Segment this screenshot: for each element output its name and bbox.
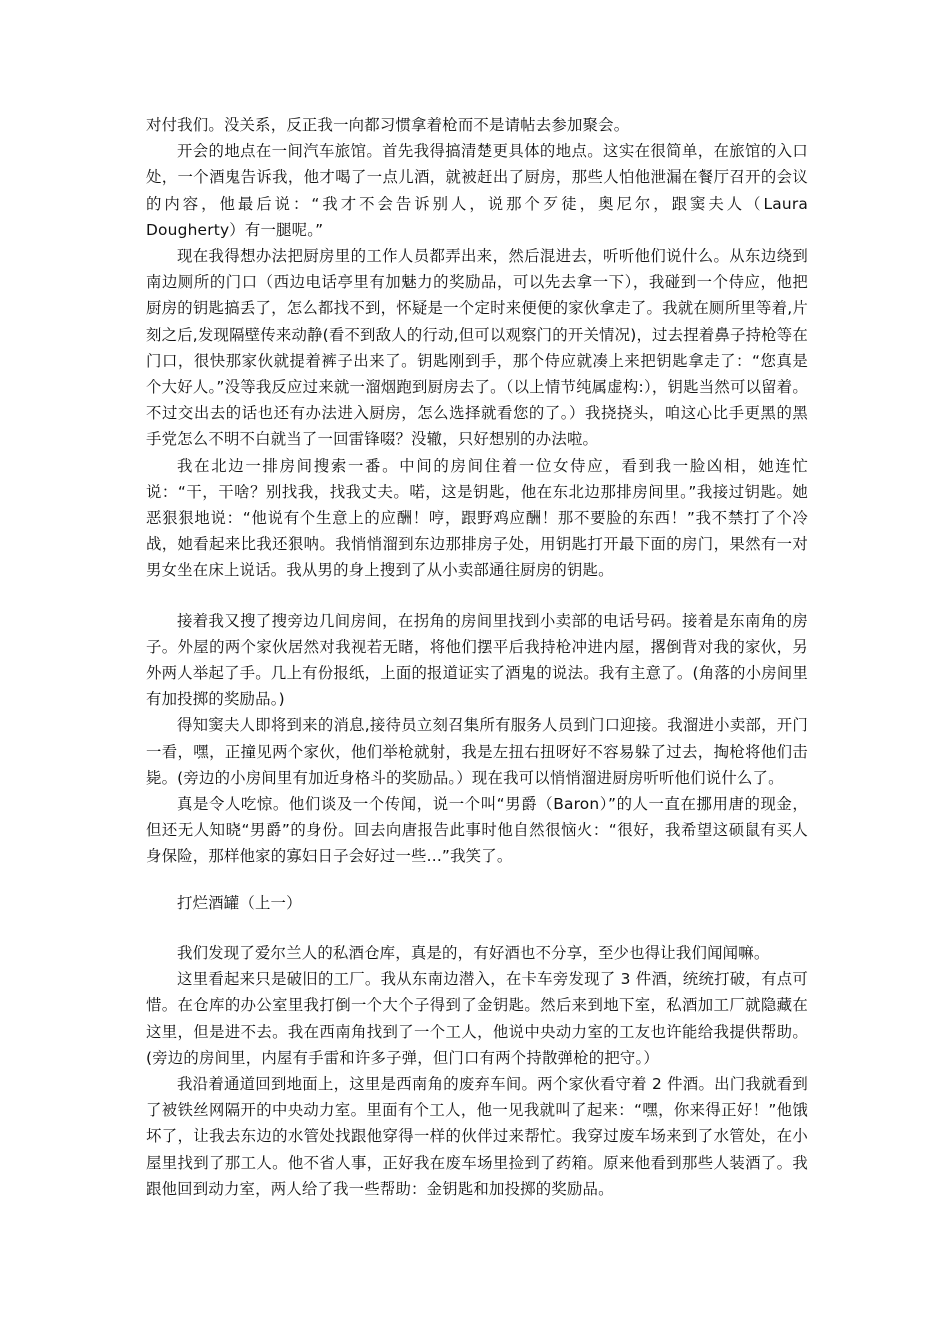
section-title: 打烂酒罐（上一） — [177, 893, 302, 912]
paragraph: 我沿着通道回到地面上，这里是西南角的废弃车间。两个家伙看守着 2 件酒。出门我就看到了被铁丝网隔开的中央动力室。里面有个工人，他一见我就叫了起来：“嘿，你来得正好！”他饿坏了，让我去东边的水管处找跟他穿得一样的伙伴过来帮忙。我穿过废车场来到了水管处，在小屋里找到了那工人。他不省人事，正好我在废车场里捡到了药箱。原来他看到那些人装酒了。我跟他回到动力室，两人给了我一些帮助：金钥匙和加投掷的奖励品。 — [146, 1074, 808, 1198]
paragraph: 现在我得想办法把厨房里的工作人员都弄出来，然后混进去，听听他们说什么。从东边绕到南边厕所的门口（西边电话亭里有加魅力的奖励品，可以先去拿一下），我碰到一个侍应，他把厨房的钥匙搞丢了，怎么都找不到，怀疑是一个定时来便便的家伙拿走了。我就在厕所里等着,片刻之后,发现隔壁传来动静(看不到敌人的行动,但可以观察门的开关情况)，过去捏着鼻子持枪等在门口，很快那家伙就提着裤子出来了。钥匙刚到手，那个侍应就凑上来把钥匙拿走了：“您真是个大好人。”没等我反应过来就一溜烟跑到厨房去了。（以上情节纯属虚构:），钥匙当然可以留着。不过交出去的话也还有办法进入厨房，怎么选择就看您的了。）我挠挠头，咱这心比手更黑的黑手党怎么不明不白就当了一回雷锋啜？没辙，只好想别的办法啦。 — [146, 247, 808, 449]
paragraph: 我们发现了爱尔兰人的私酒仓库，真是的，有好酒也不分享，至少也得让我们闻闻嘛。 — [177, 943, 770, 962]
document-page — [146, 112, 808, 1202]
blank-line — [146, 870, 808, 890]
paragraph: 真是令人吃惊。他们谈及一个传闻，说一个叫“男爵（Baron）”的人一直在挪用唐的现金，但还无人知晓“男爵”的身份。回去向唐报告此事时他自然很恼火：“很好，我希望这硕鼠有买人身保险，那样他家的寡妇日子会好过一些...”我笑了。 — [146, 795, 808, 866]
paragraph: 接着我又搜了搜旁边几间房间，在拐角的房间里找到小卖部的电话号码。接着是东南角的房子。外屋的两个家伙居然对我视若无睹，将他们摆平后我持枪冲进内屋，撂倒背对我的家伙，另外两人举起了手。几上有份报纸，上面的报道证实了酒鬼的说法。我有主意了。(角落的小房间里有加投掷的奖励品。) — [146, 611, 808, 709]
paragraph: 得知窦夫人即将到来的消息,接待员立刻召集所有服务人员到门口迎接。我溜进小卖部，开门一看，嘿，正撞见两个家伙，他们举枪就射，我是左扭右扭呀好不容易躲了过去，掏枪将他们击毙。(旁边的小房间里有加近身格斗的奖励品。）现在我可以悄悄溜进厨房听听他们说什么了。 — [146, 716, 808, 787]
paragraph: 这里看起来只是破旧的工厂。我从东南边潜入，在卡车旁发现了 3 件酒，统统打破，有点可惜。在仓库的办公室里我打倒一个大个子得到了金钥匙。然后来到地下室，私酒加工厂就隐藏在这里，但是进不去。我在西南角找到了一个工人，他说中央动力室的工友也许能给我提供帮助。(旁边的房间里，内屋有手雷和许多子弹，但门口有两个持散弹枪的把守。） — [146, 970, 808, 1067]
blank-line — [146, 916, 808, 940]
paragraph: 对付我们。没关系，反正我一向都习惯拿着枪而不是请帖去参加聚会。 — [146, 116, 630, 134]
paragraph: 我在北边一排房间搜索一番。中间的房间住着一位女侍应，看到我一脸凶相，她连忙说：“干，干啥？别找我，找我丈夫。喏，这是钥匙，他在东北边那排房间里。”我接过钥匙。她恶狠狠地说：“他说有个生意上的应酬！哼，跟野鸡应酬！那不要脸的东西！”我不禁打了个冷战，她看起来比我还狠呐。我悄悄溜到东边那排房子处，用钥匙打开最下面的房门，果然有一对男女坐在床上说话。我从男的身上搜到了从小卖部通往厨房的钥匙。 — [146, 456, 808, 580]
blank-line — [146, 584, 808, 608]
paragraph: 开会的地点在一间汽车旅馆。首先我得搞清楚更具体的地点。这实在很简单，在旅馆的入口处，一个酒鬼告诉我，他才喝了一点儿酒，就被赶出了厨房，那些人怕他泄漏在餐厅召开的会议的内容，他最后说：“我才不会告诉别人，说那个歹徒，奥尼尔，跟窦夫人（Laura Dougherty）有一腿呢。” — [146, 142, 808, 239]
